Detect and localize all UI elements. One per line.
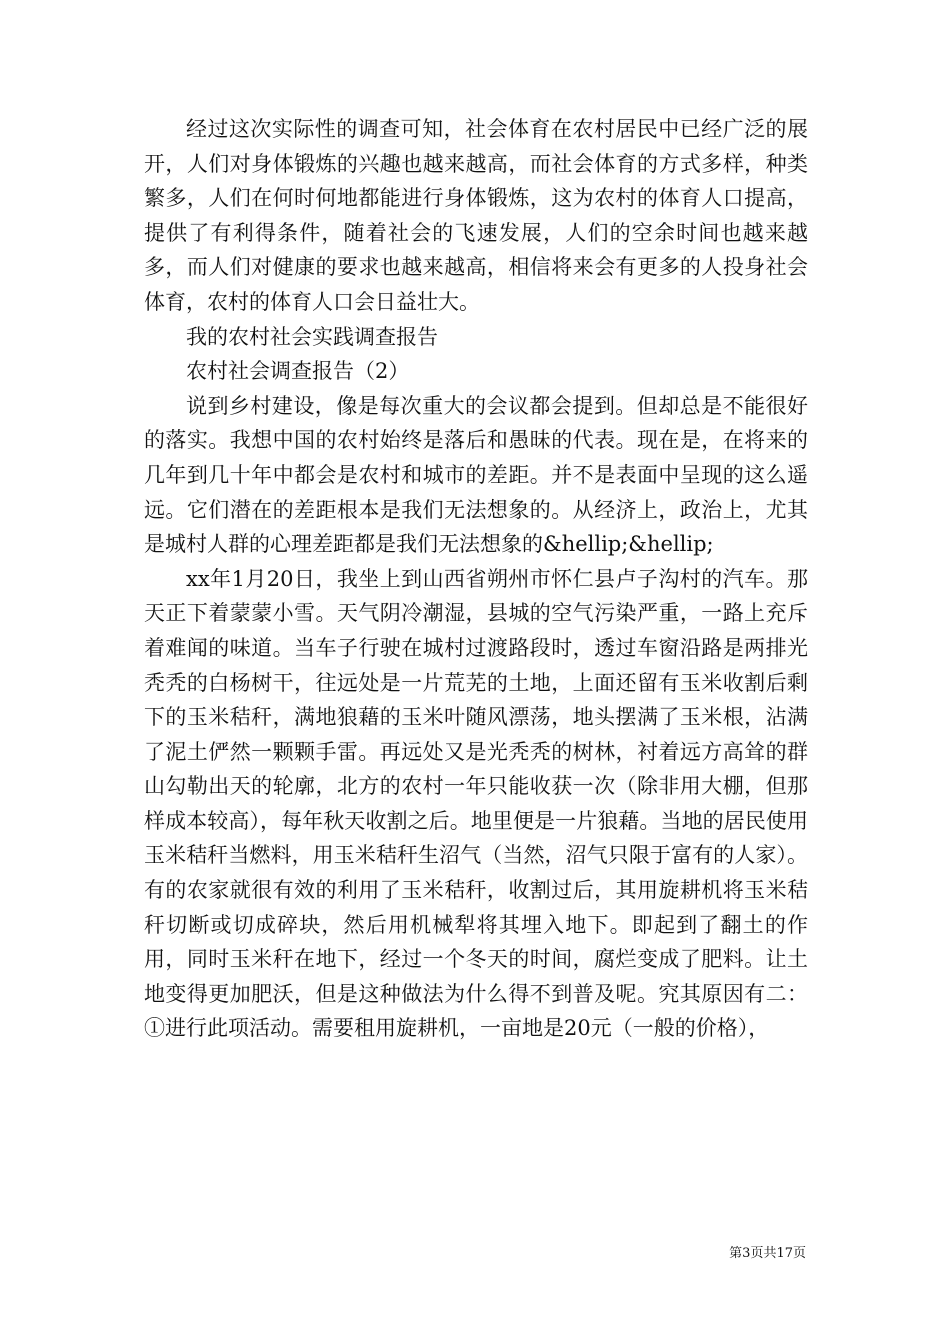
body-paragraph-1: 经过这次实际性的调查可知，社会体育在农村居民中已经广泛的展开，人们对身体锻炼的兴趣也越来越高，而社会体育的方式多样，种类繁多，人们在何时何地都能进行身体锻炼，这为农村的体育人口提高，提供了有利得条件，随着社会的飞速发展，人们的空余时间也越来越多，而人们对健康的要求也越来越高，相信将来会有更多的人投身社会体育，农村的体育人口会日益壮大。	[144, 117, 808, 314]
page-number-footer: 第3页共17页	[729, 1246, 806, 1261]
report-title: 我的农村社会实践调查报告	[186, 324, 438, 349]
body-paragraph-3: xx年1月20日，我坐上到山西省朔州市怀仁县卢子沟村的汽车。那天正下着蒙蒙小雪。天气阴冷潮湿，县城的空气污染严重，一路上充斥着难闻的味道。当车子行驶在城村过渡路段时，透过车窗沿路是两排光秃秃的白杨树干，往远处是一片荒芜的土地，上面还留有玉米收割后剩下的玉米秸秆，满地狼藉的玉米叶随风漂荡，地头摆满了玉米根，沾满了泥土俨然一颗颗手雷。再远处又是光秃秃的树林，衬着远方高耸的群山勾勒出天的轮廓，北方的农村一年只能收获一次（除非用大棚，但那样成本较高），每年秋天收割之后。地里便是一片狼藉。当地的居民使用玉米秸秆当燃料，用玉米秸秆生沼气（当然，沼气只限于富有的人家）。有的农家就很有效的利用了玉米秸秆，收割过后，其用旋耕机将玉米秸秆切断或切成碎块，然后用机械犁将其埋入地下。即起到了翻土的作用，同时玉米秆在地下，经过一个冬天的时间，腐烂变成了肥料。让土地变得更加肥沃，但是这种做法为什么得不到普及呢。究其原因有二：①进行此项活动。需要租用旋耕机，一亩地是20元（一般的价格），	[144, 566, 808, 1041]
page-content	[144, 112, 808, 1046]
body-paragraph-2: 说到乡村建设，像是每次重大的会议都会提到。但却总是不能很好的落实。我想中国的农村始终是落后和愚昧的代表。现在是，在将来的几年到几十年中都会是农村和城市的差距。并不是表面中呈现的这么遥远。它们潜在的差距根本是我们无法想象的。从经济上，政治上，尤其是城村人群的心理差距都是我们无法想象的&hellip;&hellip;	[144, 393, 808, 557]
report-subtitle: 农村社会调查报告（2）	[186, 359, 410, 384]
